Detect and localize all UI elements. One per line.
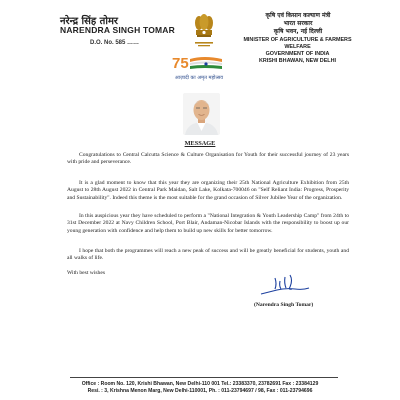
footer-divider bbox=[70, 377, 338, 378]
azadi-logo-number: 75 bbox=[172, 55, 189, 72]
azadi-logo-caption: आज़ादी का अमृत महोत्सव bbox=[174, 75, 224, 81]
minister-name-english: NARENDRA SINGH TOMAR bbox=[60, 25, 175, 35]
footer-residence-line: Resi. : 3, Krishna Menon Marg, New Delhi-110001, Ph. : 011-23794697 / 98, Fax : 011-23794696 bbox=[87, 388, 313, 394]
closing-wishes: With best wishes bbox=[67, 270, 105, 276]
ministry-hindi-line-1: कृषि एवं किसान कल्याण मंत्री bbox=[265, 12, 331, 19]
message-paragraph-3: In this auspicious year they have scheduled to perform a "National Integration & Youth Leadership Camp" from 24th to 31st December 2022 at Navy Children School, Port Blair, Andaman-Nicobar Islands with the responsibility to boost up our young generation with confidence and help them to build up new skills for better tomorrow. bbox=[67, 213, 349, 234]
message-paragraph-2: It is a glad moment to know that this year they are organizing their 25th National Agriculture Exhibition from 25th August to 28th August 2022 in Central Park Maidan, Salt Lake, Kolkata-700046 on "Self Reliant India: Progress, Prosperity and Sustainability". Indeed this theme is the most suitable for the grand occasion of Silver Jubilee Year of the organization. bbox=[67, 180, 349, 201]
ministry-english bbox=[230, 37, 365, 65]
ministry-english-line-1: MINISTER OF AGRICULTURE & FARMERS WELFARE bbox=[243, 37, 352, 50]
ministry-english-line-2: GOVERNMENT OF INDIA bbox=[265, 51, 330, 57]
signatory-name: (Narendra Singh Tomar) bbox=[254, 302, 314, 308]
handwritten-signature bbox=[255, 272, 315, 298]
minister-photo bbox=[183, 93, 220, 135]
national-emblem-icon bbox=[193, 12, 215, 50]
azadi-ka-amrit-mahotsav-logo bbox=[170, 53, 228, 89]
ministry-english-line-3: KRISHI BHAWAN, NEW DELHI bbox=[259, 58, 336, 64]
message-paragraph-1: Congratulations to Central Calcutta Science & Culture Organisation for Youth for their successful journey of 23 years with pride and perseverance. bbox=[67, 152, 349, 166]
footer-office-line: Office : Room No. 120, Krishi Bhawan, New Delhi-110 001 Tel.: 23383370, 23782691 Fax : 23384129 bbox=[81, 381, 319, 387]
footer-contact bbox=[0, 381, 400, 395]
ministry-hindi bbox=[258, 12, 338, 36]
ministry-hindi-line-3: कृषि भवन, नई दिल्ली bbox=[273, 28, 323, 35]
ministry-hindi-line-2: भारत सरकार bbox=[283, 20, 313, 27]
document-number: D.O. No. 585 …… bbox=[90, 40, 140, 46]
message-title: MESSAGE bbox=[184, 140, 216, 147]
message-paragraph-4: I hope that both the programmes will reach a new peak of success and will be greatly beneficial for students, youth and all walks of life. bbox=[67, 248, 349, 262]
minister-name-hindi: नरेन्द्र सिंह तोमर bbox=[60, 16, 119, 27]
